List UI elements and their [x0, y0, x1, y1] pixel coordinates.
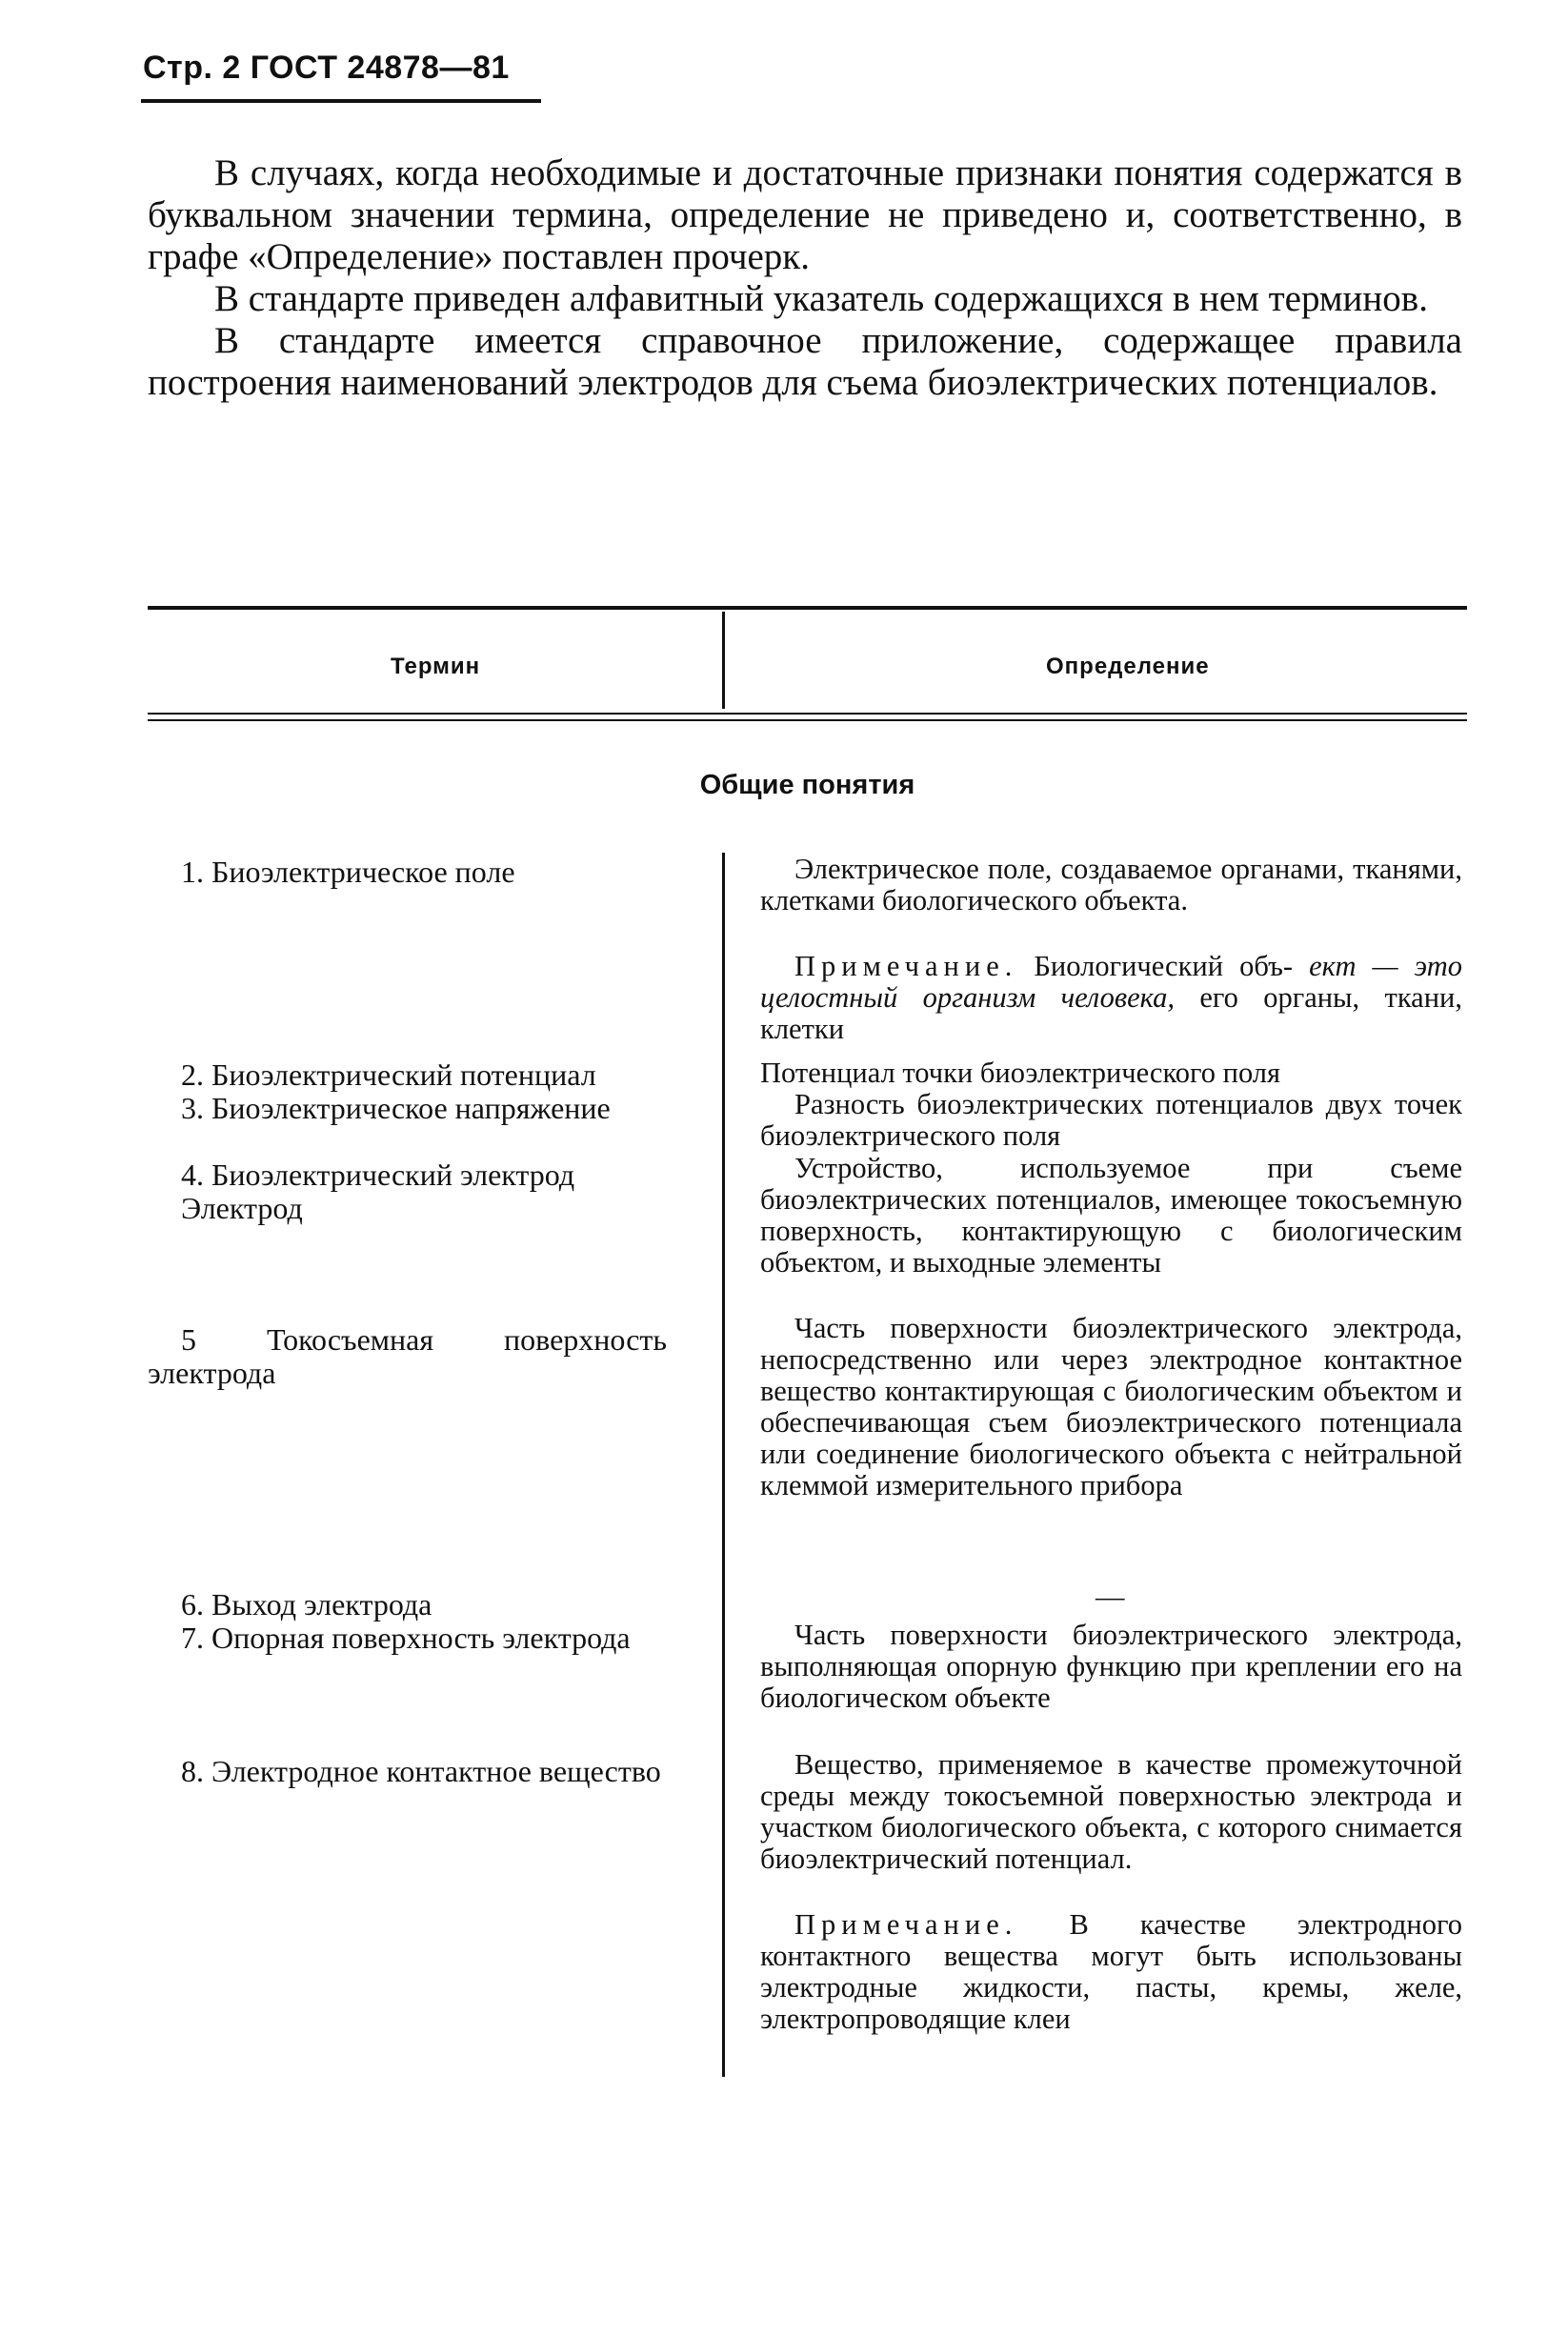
term-7: 7. Опорная поверхность электрода — [181, 1621, 631, 1655]
definition-1: Электрическое поле, создаваемое органами, тканями, клетками биологического объекта. — [760, 853, 1462, 916]
term-5: 5 Токосъемная поверхность электрода — [148, 1322, 667, 1390]
header-rule — [141, 99, 541, 103]
term-1: 1. Биоэлектрическое поле — [181, 855, 515, 889]
definition-7: Часть поверхности биоэлектрического электрода, выполняющая опорную функцию при креплении его на биологическом объекте — [760, 1619, 1462, 1714]
term-6: 6. Выход электрода — [181, 1587, 432, 1621]
column-header-term: Термин — [391, 654, 481, 679]
header-bottom-rule — [148, 713, 1467, 715]
note-8: Примечание. В качестве электродного контактного вещества могут быть использованы электродные жидкости, пасты, кремы, желе, электропроводящие клеи — [760, 1908, 1462, 2035]
section-title: Общие понятия — [699, 770, 915, 800]
definition-4: Устройство, используемое при съеме биоэлектрических потенциалов, имеющее токосъемную поверхность, контактирующую с биологическим объектом, и выходные элементы — [760, 1152, 1462, 1279]
column-header-definition: Определение — [1046, 654, 1210, 679]
term-2: 2. Биоэлектрический потенциал — [181, 1057, 596, 1092]
intro-text — [148, 152, 1462, 404]
intro-paragraph: В стандарте имеется справочное приложение, содержащее правила построения наименований электродов для съема биоэлектрических потенциалов. — [148, 320, 1462, 403]
header-bottom-rule — [148, 719, 1467, 721]
column-divider — [722, 853, 725, 2077]
header-divider — [722, 612, 725, 709]
term-4: 4. Биоэлектрический электрод Электрод — [181, 1158, 575, 1225]
intro-paragraph: В стандарте приведен алфавитный указатель содержащихся в нем терминов. — [214, 278, 1428, 319]
table-top-rule — [148, 606, 1467, 610]
intro-paragraph: В случаях, когда необходимые и достаточные признаки понятия содержатся в буквальном значении термина, определение не приведено и, соответственно, в графе «Определение» поставлен прочерк. — [148, 152, 1462, 277]
page-header: Стр. 2 ГОСТ 24878—81 — [143, 50, 510, 86]
definition-2: Потенциал точки биоэлектрического поля — [760, 1057, 1281, 1089]
note-1: Примечание. Биологический объ- ект — это целостный организм человека, его органы, ткани, клетки — [760, 950, 1463, 1045]
term-3: 3. Биоэлектрическое напряжение — [181, 1091, 611, 1125]
definition-8: Вещество, применяемое в качестве промежуточной среды между токосъемной поверхностью электрода и участком биологического объекта, с которого снимается биоэлектрический потенциал. — [760, 1748, 1462, 1875]
term-8: 8. Электродное контактное вещество — [181, 1754, 661, 1788]
definition-5: Часть поверхности биоэлектрического электрода, непосредственно или через электродное контактное вещество контактирующая с биологическим объектом и обеспечивающая съем биоэлектрического потенциала или соединение биологического объекта с нейтральной клеммой измерительного прибора — [760, 1312, 1462, 1501]
definition-6: — — [1096, 1581, 1125, 1613]
definition-3: Разность биоэлектрических потенциалов двух точек биоэлектрического поля — [760, 1088, 1462, 1152]
